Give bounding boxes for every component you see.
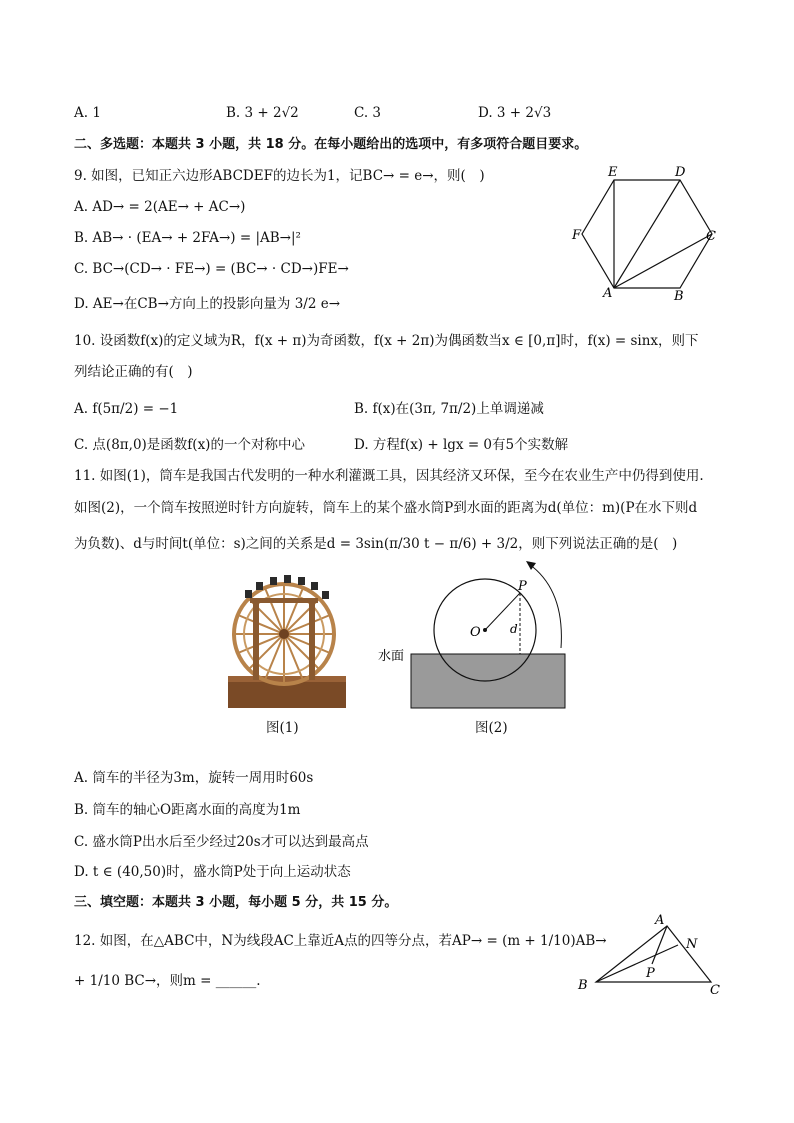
q11-option-d: D. t ∈ (40,50)时，盛水筒P处于向上运动状态 bbox=[74, 864, 351, 880]
segment-bn bbox=[596, 945, 678, 982]
q11-stem-line1: 11. 如图(1)，筒车是我国古代发明的一种水利灌溉工具，因其经济又环保，至今在农业生产中仍得到使用. bbox=[74, 468, 704, 484]
label-p: P bbox=[518, 579, 527, 594]
q12-stem-line1: 12. 如图，在△ABC中，N为线段AC上靠近A点的四等分点，若AP→ = (m + 1/10)AB→ bbox=[74, 933, 607, 949]
label-water: 水面 bbox=[378, 649, 405, 664]
tri-label-a: A bbox=[655, 913, 665, 928]
q11-option-c: C. 盛水筒P出水后至少经过20s才可以达到最高点 bbox=[74, 834, 369, 850]
q9-stem: 9. 如图，已知正六边形ABCDEF的边长为1，记BC→ = e→，则( ) bbox=[74, 168, 485, 184]
q11-option-b: B. 筒车的轴心O距离水面的高度为1m bbox=[74, 802, 301, 818]
q8-option-d: D. 3 + 2√3 bbox=[478, 105, 552, 121]
hex-label-e: E bbox=[608, 165, 618, 180]
q10-option-a: A. f(5π/2) = −1 bbox=[74, 401, 179, 417]
q12-stem-line2: + 1/10 BC→，则m = ______. bbox=[74, 973, 261, 989]
hex-label-b: B bbox=[674, 289, 684, 304]
q11-stem-line2: 如图(2)，一个筒车按照逆时针方向旋转，筒车上的某个盛水筒P到水面的距离为d(单位：m)(P在水下则d bbox=[74, 500, 698, 516]
q8-option-b: B. 3 + 2√2 bbox=[226, 105, 299, 121]
tri-label-p: P bbox=[646, 966, 655, 981]
tri-label-b: B bbox=[578, 978, 588, 993]
q9-option-a: A. AD→ = 2(AE→ + AC→) bbox=[74, 199, 246, 215]
hex-label-c: C bbox=[706, 229, 716, 244]
q9-option-b: B. AB→ · (EA→ + 2FA→) = |AB→|² bbox=[74, 230, 301, 246]
hex-label-a: A bbox=[603, 286, 613, 301]
label-o: O bbox=[470, 625, 481, 640]
tri-label-n: N bbox=[686, 937, 698, 952]
q10-stem-line1: 10. 设函数f(x)的定义域为R，f(x + π)为奇函数，f(x + 2π)为偶函数当x ∈ [0,π]时，f(x) = sinx，则下 bbox=[74, 333, 699, 349]
q10-option-b: B. f(x)在(3π, 7π/2)上单调递减 bbox=[354, 401, 544, 417]
figure2-caption: 图(2) bbox=[475, 720, 508, 736]
section3-header: 三、填空题：本题共 3 小题，每小题 5 分，共 15 分。 bbox=[74, 895, 398, 910]
q10-option-c: C. 点(8π,0)是函数f(x)的一个对称中心 bbox=[74, 437, 305, 453]
label-d: d bbox=[510, 622, 518, 636]
q8-option-c: C. 3 bbox=[354, 105, 382, 121]
q11-option-a: A. 筒车的半径为3m，旋转一周用时60s bbox=[74, 770, 314, 786]
q11-stem-line3: 为负数)、d与时间t(单位：s)之间的关系是d = 3sin(π/30 t − π/6) + 3/2，则下列说法正确的是( ) bbox=[74, 536, 678, 552]
q9-option-c: C. BC→(CD→ · FE→) = (BC→ · CD→)FE→ bbox=[74, 261, 349, 277]
figure1-caption: 图(1) bbox=[266, 720, 299, 736]
q10-option-d: D. 方程f(x) + lgx = 0有5个实数解 bbox=[354, 437, 569, 453]
q10-stem-line2: 列结论正确的有( ) bbox=[74, 364, 193, 380]
hex-label-d: D bbox=[675, 165, 686, 180]
tri-label-c: C bbox=[710, 983, 720, 998]
hex-label-f: F bbox=[572, 228, 582, 243]
q8-option-a: A. 1 bbox=[74, 105, 101, 121]
section2-header: 二、多选题：本题共 3 小题，共 18 分。在每小题给出的选项中，有多项符合题目要求。 bbox=[74, 137, 588, 152]
q9-option-d: D. AE→在CB→方向上的投影向量为 3/2 e→ bbox=[74, 296, 341, 312]
